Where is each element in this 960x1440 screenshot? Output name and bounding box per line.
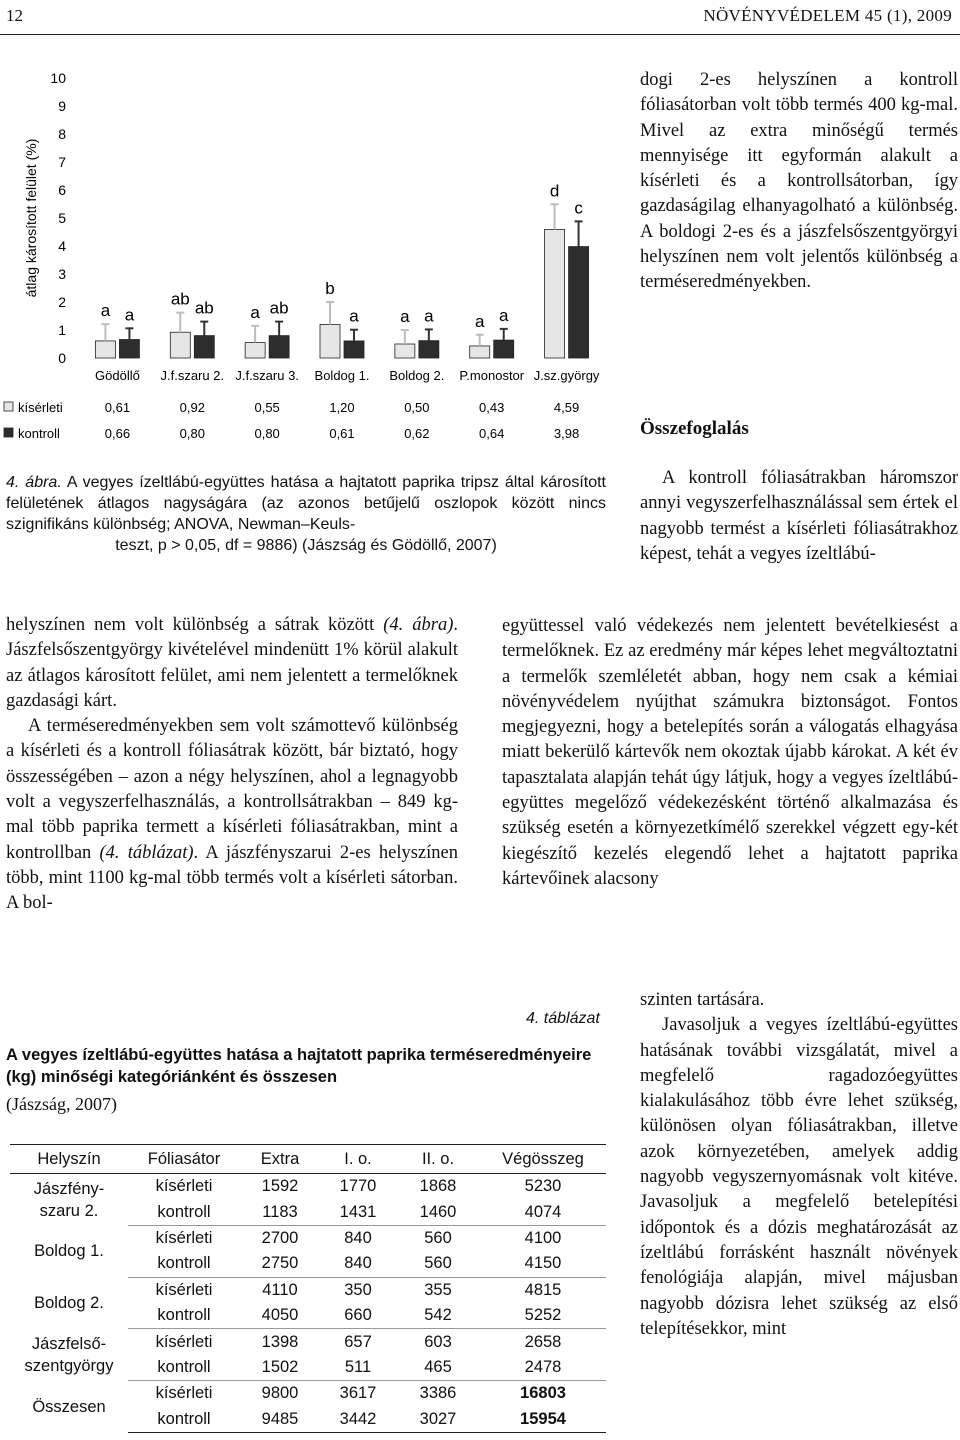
page-number: 12 <box>6 6 23 25</box>
value-cell: 542 <box>396 1303 480 1329</box>
significance-letter: a <box>124 305 135 325</box>
table-row <box>10 1277 606 1303</box>
value-cell: 350 <box>344 1280 372 1299</box>
value-cell: 4050 <box>240 1303 320 1329</box>
bar-control <box>119 340 139 358</box>
x-tick-label: P.monostor <box>459 368 525 383</box>
value-cell: 1868 <box>419 1177 457 1196</box>
tent-cell: kontroll <box>128 1199 240 1225</box>
significance-letter: a <box>498 305 509 325</box>
table-row <box>10 1174 606 1200</box>
y-tick-label: 2 <box>58 294 66 310</box>
header-extra: Extra <box>240 1145 320 1174</box>
y-tick-label: 3 <box>58 266 66 282</box>
tent-cell: kísérleti <box>155 1177 213 1196</box>
summary-paragraph-wide <box>502 614 958 892</box>
summary-paragraph-1 <box>640 466 958 567</box>
summary-paragraph-2 <box>640 988 958 1342</box>
value-cell: 1770 <box>339 1177 377 1196</box>
bar-control <box>194 336 214 358</box>
tent-cell: kísérleti <box>155 1280 213 1299</box>
caption-last-line: teszt, p > 0,05, df = 9886) (Jászság és Gödöllő, 2007) <box>115 537 497 554</box>
y-tick-label: 10 <box>50 70 66 86</box>
figure-4-chart <box>0 62 606 454</box>
value-cell: 2700 <box>261 1228 299 1247</box>
tent-cell: kontroll <box>128 1303 240 1329</box>
value-cell: 3442 <box>320 1407 396 1433</box>
significance-letter: a <box>424 306 434 326</box>
left-p1-text: helyszínen nem volt különbség a sátrak között <box>6 615 384 635</box>
bar-experimental <box>545 229 565 358</box>
header-first-class: I. o. <box>320 1145 396 1174</box>
legend-swatch-control <box>4 428 13 437</box>
significance-letter: c <box>574 198 583 218</box>
data-table-value: 3,98 <box>553 426 580 441</box>
value-cell: 2478 <box>480 1355 606 1381</box>
value-cell: 1183 <box>240 1199 320 1225</box>
data-table-value: 0,50 <box>404 400 430 415</box>
significance-letter: a <box>474 311 485 331</box>
site-cell: Jászfelső- szentgyörgy <box>24 1334 114 1375</box>
right-top-text: dogi 2-es helyszínen a kontroll fóliasátorban volt több termés 400 kg-mal. Mivel az extra minőségű termés mennyisége itt egyformán alakult a kísérleti és a kontrollsátorban, így gazdaságilag elhanyagolható a különbség. A boldogi 2-es és a jászfelsőszentgyörgyi helyszínen nem volt jelentős különbség a terméseredményekben. <box>640 70 958 293</box>
data-table-value: 0,64 <box>479 426 505 441</box>
summary-p2-end: szinten tartására. <box>640 990 765 1010</box>
data-table-value: 0,55 <box>254 400 280 415</box>
table-row <box>10 1225 606 1251</box>
left-text-column <box>6 613 458 917</box>
value-cell: 465 <box>396 1355 480 1381</box>
y-tick-label: 6 <box>58 182 66 198</box>
value-cell: 840 <box>344 1228 372 1247</box>
x-tick-label: J.sz.györgy <box>533 368 600 383</box>
y-tick-label: 0 <box>58 350 66 366</box>
y-tick-label: 4 <box>58 238 66 254</box>
y-tick-label: 9 <box>58 98 66 114</box>
value-cell: 603 <box>424 1332 452 1351</box>
significance-letter: ab <box>269 298 289 318</box>
data-table-value: 0,80 <box>179 426 205 441</box>
table-reference: (4. táblázat) <box>99 842 194 863</box>
summary-p3-text: Javasoljuk a vegyes ízeltlábú-együttes hatásának további vizsgálatát, mivel a megfelelő ragadozóegyüttes kialakulásához több évre lehet szükség, különösen olyan fóliasátrakban, illetve azok környezetében, amelyek addig nagyobb vegyszernyomásnak volt kitéve. Javasoljuk a megfelelő betelepítési időpontok és a dózis meghatározását az ízeltlábú forrásként használt növények fenológiája alapján, mivel májusban nagyobb dózisra lehet szükség az első telepítésekkor, mint <box>640 1015 958 1339</box>
value-cell: 1431 <box>320 1199 396 1225</box>
caption-text: A vegyes ízeltlábú-együttes hatása a hajtatott paprika tripsz által károsított felületének átlagos nagyságára (az azonos betűjelű oszlopok között nincs szignifikáns különbség; ANOVA, Newman–Keuls- <box>6 474 606 533</box>
value-cell: 5252 <box>480 1303 606 1329</box>
figure-reference: (4. ábra) <box>383 615 454 635</box>
significance-letter: d <box>549 181 560 201</box>
y-tick-label: 1 <box>58 322 66 338</box>
site-cell: Boldog 1. <box>34 1242 104 1261</box>
bar-experimental <box>245 343 265 358</box>
data-table-value: 4,59 <box>553 400 580 415</box>
left-paragraph-2 <box>6 714 458 916</box>
table-header-row <box>10 1145 606 1174</box>
data-table-value: 0,43 <box>479 400 505 415</box>
table-body <box>10 1174 606 1433</box>
y-tick-label: 8 <box>58 126 66 142</box>
results-table <box>10 1144 606 1433</box>
journal-running-head: NÖVÉNYVÉDELEM 45 (1), 2009 <box>703 6 952 25</box>
bar-experimental <box>95 341 115 358</box>
bar-experimental <box>395 344 415 358</box>
value-cell: 2750 <box>240 1251 320 1277</box>
header-tent: Fóliasátor <box>128 1145 240 1174</box>
value-cell: 1460 <box>396 1199 480 1225</box>
header-second-class: II. o. <box>396 1145 480 1174</box>
header-site: Helyszín <box>10 1145 128 1174</box>
significance-letter: ab <box>170 289 190 309</box>
y-tick-label: 7 <box>58 154 66 170</box>
legend-label: kísérleti <box>18 400 63 415</box>
caption-label: 4. ábra. <box>6 474 62 491</box>
header-total: Végösszeg <box>480 1145 606 1174</box>
left-paragraph-1 <box>6 613 458 714</box>
significance-letter: a <box>250 302 260 322</box>
x-tick-label: Boldog 2. <box>389 368 445 383</box>
value-cell: 4150 <box>480 1251 606 1277</box>
value-cell: 511 <box>320 1355 396 1381</box>
value-cell: 1592 <box>261 1177 299 1196</box>
value-cell: 840 <box>320 1251 396 1277</box>
value-cell: 5230 <box>524 1177 562 1196</box>
value-cell: 1502 <box>240 1355 320 1381</box>
data-table-value: 0,61 <box>329 426 355 441</box>
figure-4-caption <box>6 472 606 556</box>
site-cell: Boldog 2. <box>34 1293 104 1312</box>
value-cell: 16803 <box>520 1384 566 1403</box>
summary-heading: Összefoglalás <box>640 418 749 439</box>
value-cell: 355 <box>424 1280 452 1299</box>
table-title: A vegyes ízeltlábú-együttes hatása a hajtatott paprika terméseredményeire (kg) minőségi kategóriánként és összesen <box>6 1046 592 1086</box>
value-cell: 4815 <box>524 1280 562 1299</box>
bar-control <box>569 247 589 358</box>
left-p2-text-end: . A jászfényszarui 2-es helyszínen több, mint 1100 kg-mal több termés volt a kísérleti sátorban. A bol- <box>6 842 458 914</box>
value-cell: 4100 <box>524 1228 562 1247</box>
bar-chart <box>0 62 606 454</box>
x-tick-label: Boldog 1. <box>314 368 370 383</box>
legend-swatch-experimental <box>4 402 13 411</box>
value-cell: 15954 <box>480 1407 606 1433</box>
table-row <box>10 1381 606 1407</box>
table-row <box>10 1329 606 1355</box>
value-cell: 4074 <box>480 1199 606 1225</box>
significance-letter: ab <box>194 298 214 318</box>
value-cell: 9485 <box>240 1407 320 1433</box>
x-tick-label: J.f.szaru 2. <box>160 368 225 383</box>
summary-wide-text: együttessel való védekezés nem jelentett bevételkiesést a termelőknek. Ez az eredmény már képes lehet megváltoztatni a termelők szemléletét abban, hogy nem csak a kémiai növényvédelem nyújthat számukra biztonságot. Fontos megjegyezni, hogy a betelepítés során a válogatás elhagyása miatt bekerülő kártevők nem okoztak újabb károkat. A két év tapasztalata alapján tehát úgy látjuk, hogy a vegyes ízeltlábú-együttes megelőző védekezésként történő alkalmazása és szükség esetén a környezetkímélő szerekkel végzett egy-két kiegészítő kezelés elegendő lehet a hajtatott paprika kártevőinek alacsony <box>502 616 958 889</box>
bar-experimental <box>470 346 490 358</box>
y-tick-label: 5 <box>58 210 66 226</box>
site-cell: Összesen <box>32 1397 106 1416</box>
tent-cell: kontroll <box>128 1355 240 1381</box>
value-cell: 560 <box>396 1251 480 1277</box>
x-tick-label: Gödöllő <box>95 368 140 383</box>
value-cell: 660 <box>320 1303 396 1329</box>
significance-letter: a <box>349 306 359 326</box>
page-header <box>0 0 960 35</box>
value-cell: 2658 <box>524 1332 562 1351</box>
right-paragraph-top <box>640 68 958 296</box>
data-table-value: 0,92 <box>179 400 205 415</box>
bar-experimental <box>170 332 190 358</box>
site-cell: Jászfény- szaru 2. <box>33 1179 105 1220</box>
value-cell: 3617 <box>339 1384 377 1403</box>
data-table-value: 0,66 <box>104 426 131 441</box>
data-table-value: 0,80 <box>254 426 280 441</box>
significance-letter: a <box>400 307 410 326</box>
table-label: 4. táblázat <box>526 1010 600 1027</box>
bar-control <box>494 340 514 358</box>
bar-experimental <box>320 324 340 358</box>
value-cell: 4110 <box>262 1280 298 1299</box>
x-tick-label: J.f.szaru 3. <box>235 368 299 383</box>
tent-cell: kísérleti <box>155 1384 213 1403</box>
value-cell: 3386 <box>419 1384 457 1403</box>
data-table-value: 0,62 <box>404 426 430 441</box>
significance-letter: b <box>325 279 335 298</box>
value-cell: 9800 <box>261 1384 299 1403</box>
tent-cell: kontroll <box>128 1251 240 1277</box>
y-axis-label: átlag károsított felület (%) <box>23 138 39 298</box>
bar-control <box>419 341 439 358</box>
tent-cell: kísérleti <box>155 1228 213 1247</box>
bar-control <box>344 341 364 358</box>
summary-p1-text: A kontroll fóliasátrakban háromszor annyi vegyszerfelhasználással sem értek el nagyobb termést a kísérleti fóliasátrakhoz képest, tehát a vegyes ízeltlábú- <box>640 468 958 564</box>
bar-control <box>269 336 289 358</box>
legend-label: kontroll <box>18 426 60 441</box>
value-cell: 1398 <box>261 1332 299 1351</box>
left-p2-text: A terméseredményekben sem volt számottevő különbség a kísérleti és a kontroll fóliasátrak között, bár biztató, hogy összességében – azon a négy helyszínen, ahol a legnagyobb volt a vegyszerfelhasználás, a kontrollsátrakban – 849 kg-mal több paprika termett a kísérleti fóliasátrakban, mint a kontrollban <box>6 716 458 863</box>
significance-letter: a <box>100 301 111 321</box>
left-p1-text-end: . Jászfelsőszentgyörgy kivételével mindenütt 1% körül alakult az átlagos károsított felület, ami nem jelentett a termelőknek gazdasági kárt. <box>6 615 458 711</box>
tent-cell: kísérleti <box>155 1332 213 1351</box>
data-table-value: 0,61 <box>104 400 131 415</box>
value-cell: 3027 <box>396 1407 480 1433</box>
data-table-value: 1,20 <box>329 400 355 415</box>
table-subtitle: (Jászság, 2007) <box>6 1094 117 1114</box>
value-cell: 657 <box>344 1332 372 1351</box>
tent-cell: kontroll <box>128 1407 240 1433</box>
value-cell: 560 <box>424 1228 452 1247</box>
